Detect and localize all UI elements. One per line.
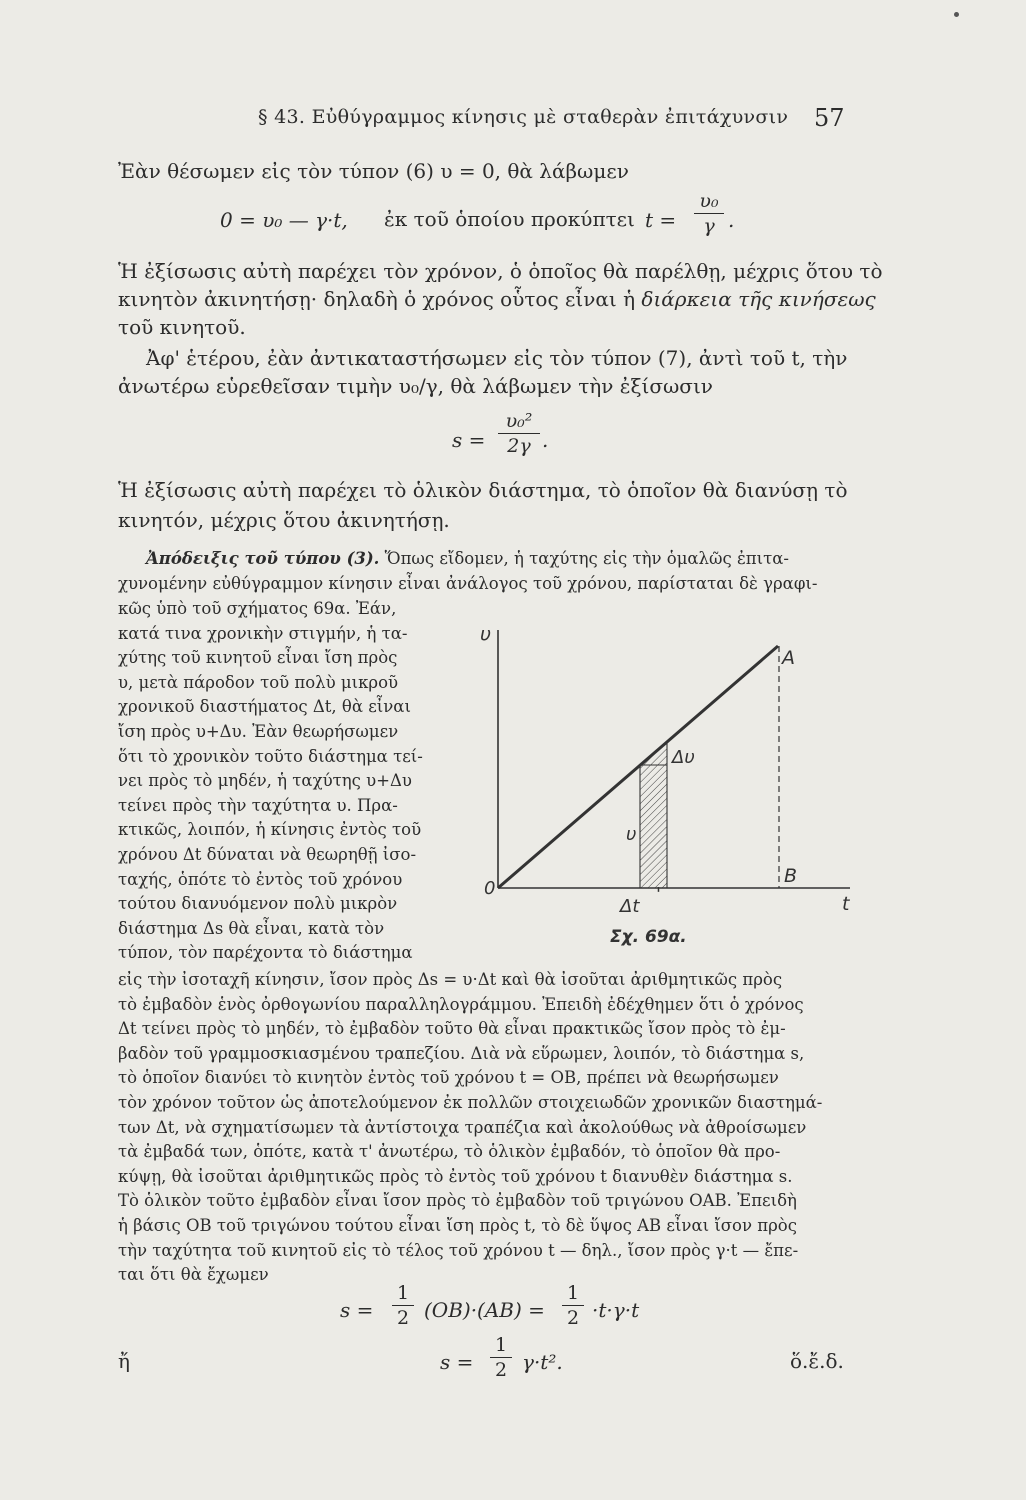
proof-left-line: υ, μετὰ πάροδον τοῦ πολὺ μικροῦ — [118, 672, 399, 692]
proof-title: Ἀπόδειξις τοῦ τύπου (3). — [146, 549, 380, 568]
proof-full-line: τὸ ὁποῖον διανύει τὸ κινητὸν ἐντὸς τοῦ χρόνου t = OB, πρέπει νὰ θεωρήσωμεν — [118, 1068, 779, 1088]
eta-word: ἤ — [118, 1349, 130, 1373]
proof-left-line: κῶς ὑπὸ τοῦ σχήματος 69α. Ἐάν, — [118, 599, 397, 618]
proof-left-line: διάστημα Δs θὰ εἶναι, κατὰ τὸν — [118, 918, 385, 938]
fraction-denominator: γ — [703, 215, 715, 237]
fraction-numerator: υ₀ — [699, 190, 719, 212]
top-line-1: Ἐὰν θέσωμεν εἰς τὸν τύπον (6) υ = 0, θὰ λάβωμεν — [118, 159, 629, 183]
proof-left-line: κτικῶς, λοιπόν, ἡ κίνησις ἐντὸς τοῦ — [118, 820, 422, 840]
proof-left-line: ἴση πρὸς υ+Δυ. Ἐὰν θεωρήσωμεν — [118, 721, 399, 741]
p1-line-2-italic: διάρκεια τῆς κινήσεως — [641, 287, 876, 311]
fraction-bar — [490, 1357, 512, 1358]
proof-left-line: τύπον, τὸν παρέχοντα τὸ διάστημα — [118, 943, 413, 963]
equation-2-s: s = — [452, 428, 486, 452]
equation-1-end: . — [728, 208, 735, 232]
equation-3-fraction-1 — [392, 1282, 414, 1329]
equation-1-mid: ἐκ τοῦ ὁποίου προκύπτει — [384, 207, 635, 231]
page-speck — [954, 12, 959, 17]
fraction-bar — [694, 213, 724, 214]
proof-full-line: ται ὅτι θὰ ἔχωμεν — [118, 1265, 269, 1285]
figure-label-t: t — [842, 893, 850, 915]
proof-left-line: ταχής, ὁπότε τὸ ἐντὸς τοῦ χρόνου — [118, 869, 403, 889]
figure-label-delta-t: Δt — [620, 896, 640, 917]
proof-left-line: κατά τινα χρονικὴν στιγμήν, ἡ τα- — [118, 623, 408, 643]
p2-line-1: Ἀφ' ἑτέρου, ἐὰν ἀντικαταστήσωμεν εἰς τὸν τύπον (7), ἀντὶ τοῦ t, τὴν — [146, 346, 848, 370]
figure-69a — [470, 620, 870, 960]
figure-label-delta-v: Δυ — [672, 747, 695, 768]
page-number: 57 — [814, 104, 845, 132]
p1-line-1: Ἡ ἐξίσωσις αὐτὴ παρέχει τὸν χρόνον, ὁ ὁποῖος θὰ παρέλθῃ, μέχρις ὅτου τὸ — [118, 259, 883, 283]
figure-label-origin: 0 — [484, 878, 496, 899]
figure-label-B: B — [784, 865, 798, 887]
proof-left-line: χύτης τοῦ κινητοῦ εἶναι ἴση πρὸς — [118, 648, 398, 668]
p3-line-2: κινητόν, μέχρις ὅτου ἀκινητήσῃ. — [118, 508, 450, 532]
proof-left-line: τούτου διανυόμενον πολὺ μικρὸν — [118, 894, 398, 914]
velocity-line — [498, 646, 778, 888]
fraction-denominator: 2 — [396, 1307, 410, 1329]
proof-left-line: χρόνου Δt δύναται νὰ θεωρηθῇ ἰσο- — [118, 844, 417, 864]
fraction-denominator: 2 — [566, 1307, 580, 1329]
fraction-bar — [498, 433, 540, 434]
proof-full-line: κύψῃ, θὰ ἰσοῦται ἀριθμητικῶς πρὸς τὸ ἐντὸς τοῦ χρόνου t διανυθὲν διάστημα s. — [118, 1166, 793, 1186]
proof-full-line: των Δt, νὰ σχηματίσωμεν τὰ ἀντίστοιχα τραπέζια καὶ ἀκολούθως νὰ ἀθροίσωμεν — [118, 1117, 807, 1137]
p1-line-3: τοῦ κινητοῦ. — [118, 315, 246, 339]
proof-left-column — [118, 596, 458, 965]
proof-full-line: βαδὸν τοῦ γραμμοσκιασμένου τραπεζίου. Διὰ νὰ εὕρωμεν, λοιπόν, τὸ διάστημα s, — [118, 1043, 805, 1063]
full-width-lines — [118, 967, 878, 1287]
proof-left-line: νει πρὸς τὸ μηδέν, ἡ ταχύτης υ+Δυ — [118, 771, 412, 791]
proof-full-line: ἡ βάσις OB τοῦ τριγώνου τούτου εἶναι ἴση πρὸς t, τὸ δὲ ὕψος AB εἶναι ἴσον πρὸς — [118, 1215, 797, 1235]
proof-full-line: τὸν χρόνον τοῦτον ὡς ἀποτελούμενον ἐκ πολλῶν στοιχειωδῶν χρονικῶν διαστημά- — [118, 1092, 823, 1112]
figure-label-prime: ' — [656, 884, 661, 905]
fraction-numerator: υ₀² — [505, 410, 533, 432]
figure-caption: Σχ. 69α. — [610, 927, 687, 947]
proof-left-line: τείνει πρὸς τὴν ταχύτητα υ. Πρα- — [118, 795, 398, 815]
proof-left-line: χρονικοῦ διαστήματος Δt, θὰ εἶναι — [118, 697, 411, 717]
equation-2-fraction — [498, 410, 540, 457]
qed-mark: ὅ.ἔ.δ. — [790, 1349, 844, 1373]
fraction-denominator: 2 — [494, 1359, 508, 1381]
equation-3-s: s = — [340, 1298, 374, 1322]
proof-left-line: ὅτι τὸ χρονικὸν τοῦτο διάστημα τεί- — [118, 746, 423, 766]
proof-full-line: τὰ ἐμβαδά των, ὁπότε, κατὰ τ' ἀνωτέρω, τὸ ὁλικὸν ἐμβαδόν, τὸ ὁποῖον θὰ προ- — [118, 1142, 781, 1162]
equation-4-fraction — [490, 1334, 512, 1381]
equation-4-s: s = — [440, 1350, 474, 1374]
p2-line-2: ἀνωτέρω εὑρεθεῖσαν τιμὴν υ₀/γ, θὰ λάβωμεν τὴν ἐξίσωσιν — [118, 374, 713, 398]
fraction-numerator: 1 — [566, 1282, 580, 1304]
p1-line-2-text: κινητὸν ἀκινητήσῃ· δηλαδὴ ὁ χρόνος οὗτος εἶναι ἡ — [118, 287, 636, 311]
left-column-lines — [118, 596, 458, 965]
proof-line-2: χυνομένην εὐθύγραμμον κίνησιν εἶναι ἀνάλογος τοῦ χρόνου, παρίσταται δὲ γραφι- — [118, 574, 818, 593]
running-header: § 43. Εὐθύγραμμος κίνησις μὲ σταθερὰν ἐπιτάχυνσιν — [258, 106, 789, 128]
equation-4-end: γ·t². — [522, 1350, 563, 1374]
proof-full-line: τὴν ταχύτητα τοῦ κινητοῦ εἰς τὸ τέλος τοῦ χρόνου t — δηλ., ἴσον πρὸς γ·t — ἔπε- — [118, 1240, 799, 1260]
proof-full-block — [118, 967, 878, 1287]
equation-1-t: t = — [645, 208, 677, 232]
proof-full-line: τὸ ἐμβαδὸν ἑνὸς ὀρθογωνίου παραλληλογράμμου. Ἐπειδὴ ἐδέχθημεν ὅτι ὁ χρόνος — [118, 994, 804, 1014]
fraction-bar — [562, 1305, 584, 1306]
figure-label-A: A — [782, 647, 795, 669]
p3-line-1: Ἡ ἐξίσωσις αὐτὴ παρέχει τὸ ὁλικὸν διάστημα, τὸ ὁποῖον θὰ διανύσῃ τὸ — [118, 478, 848, 502]
proof-full-line: Δt τείνει πρὸς τὸ μηδέν, τὸ ἐμβαδὸν τοῦτο θὰ εἶναι πρακτικῶς ἴσον πρὸς τὸ ἐμ- — [118, 1019, 786, 1039]
p1-line-2 — [118, 286, 876, 313]
equation-3-end: ·t·γ·t — [592, 1298, 640, 1322]
fraction-bar — [392, 1305, 414, 1306]
proof-full-line: εἰς τὴν ἰσοταχῆ κίνησιν, ἴσον πρὸς Δs = υ·Δt καὶ θὰ ἰσοῦται ἀριθμητικῶς πρὸς — [118, 970, 783, 989]
equation-2-end: . — [542, 428, 549, 452]
hatched-trapezoid — [640, 742, 667, 888]
proof-line-1 — [146, 546, 789, 571]
fraction-denominator: 2γ — [507, 435, 531, 457]
equation-3-fraction-2 — [562, 1282, 584, 1329]
fraction-numerator: 1 — [396, 1282, 410, 1304]
proof-line-1-text: Ὅπως εἴδομεν, ἡ ταχύτης εἰς τὴν ὁμαλῶς ἐπιτα- — [384, 549, 789, 568]
equation-1-fraction — [694, 190, 724, 237]
proof-full-line: Τὸ ὁλικὸν τοῦτο ἐμβαδὸν εἶναι ἴσον πρὸς τὸ ἐμβαδὸν τοῦ τριγώνου OAB. Ἐπειδὴ — [118, 1191, 797, 1211]
fraction-numerator: 1 — [494, 1334, 508, 1356]
figure-label-v-mid: υ — [626, 824, 637, 845]
equation-3-mid: (OB)·(AB) = — [424, 1298, 545, 1322]
figure-label-v-axis: υ — [480, 623, 491, 645]
equation-1-left: 0 = υ₀ — γ·t, — [220, 208, 348, 232]
